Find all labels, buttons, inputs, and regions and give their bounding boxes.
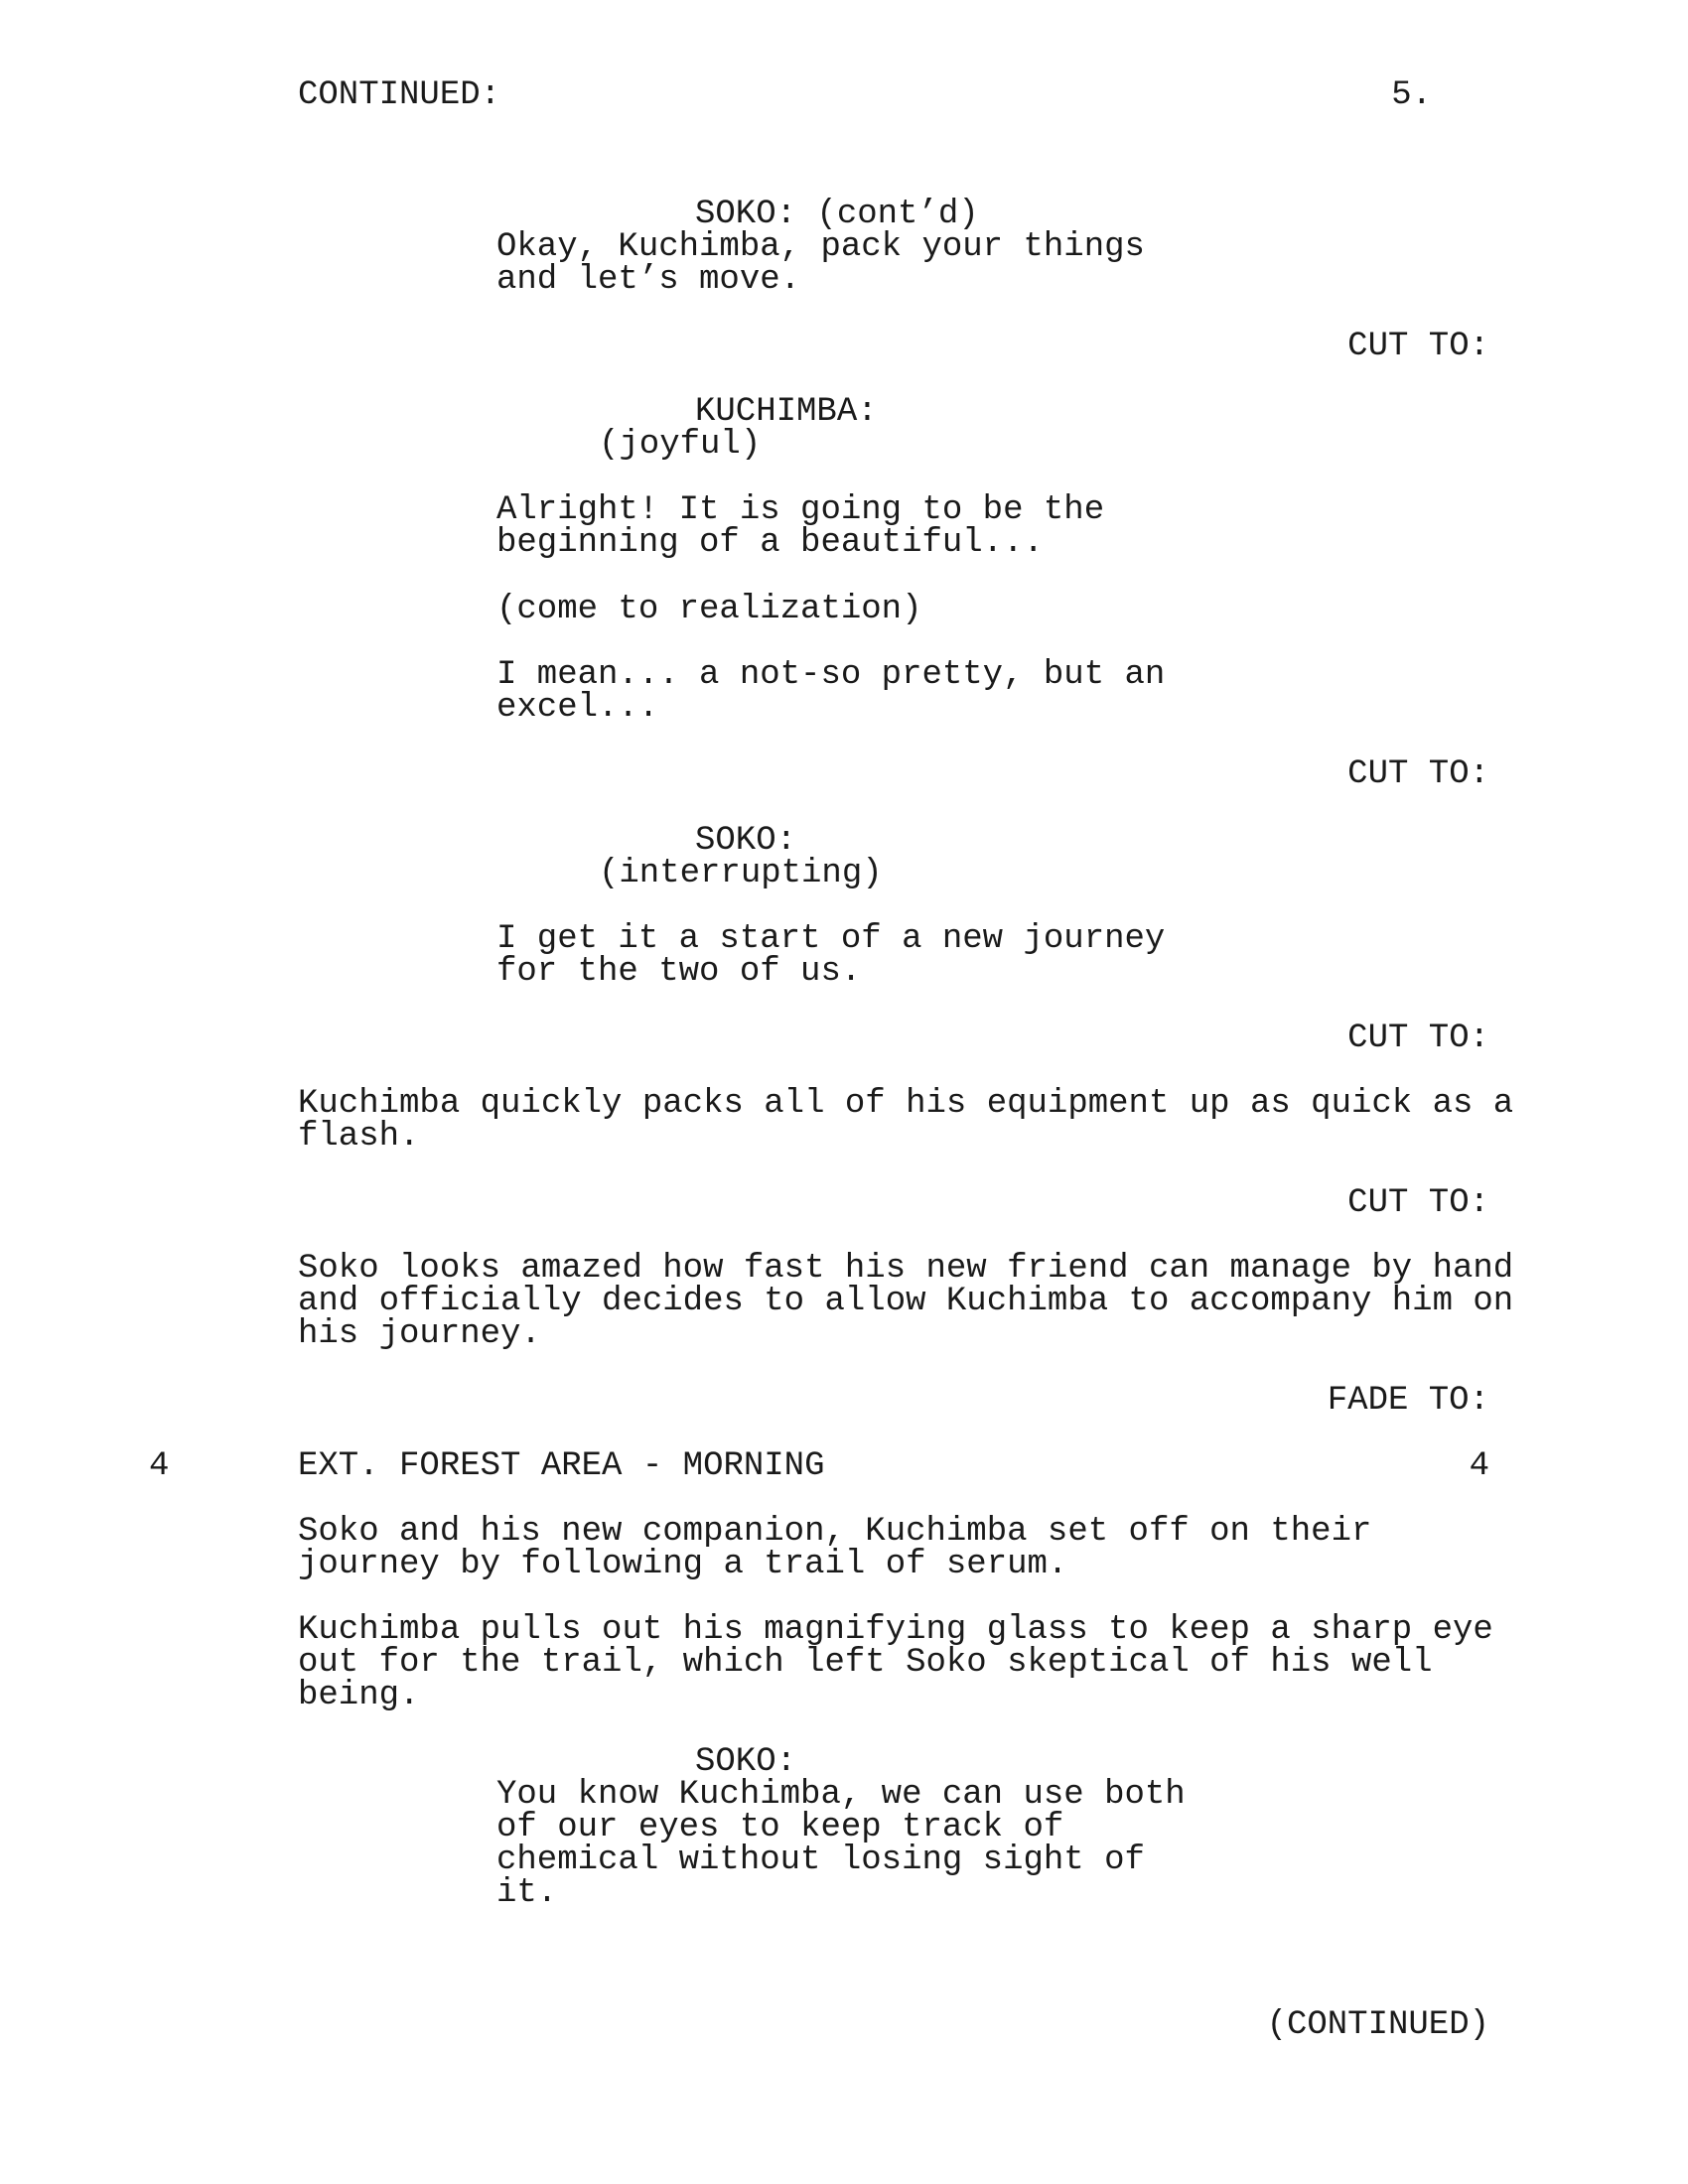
action-text: Soko looks amazed how fast his new friend can manage by hand and officially decides to allow Kuchimba to accompany him on his journey. [298,1250,1514,1353]
page-number: 5. [1391,76,1432,114]
dialogue: I get it a start of a new journey for the two of us. [496,920,1166,991]
transition: CUT TO: [1347,328,1489,365]
action-text: Soko and his new companion, Kuchimba set off on their journey by following a trail of serum. [298,1513,1372,1583]
transition: CUT TO: [1347,755,1489,793]
scene-number-left: 4 [149,1447,170,1485]
character-cue: SOKO: [695,822,797,860]
character-cue: SOKO: [695,1743,797,1781]
dialogue: You know Kuchimba, we can use both of our eyes to keep track of chemical without losing sight of it. [496,1776,1186,1912]
action-text: Kuchimba quickly packs all of his equipment up as quick as a flash. [298,1085,1514,1156]
action-text: Kuchimba pulls out his magnifying glass to keep a sharp eye out for the trail, which left Soko skeptical of his well being. [298,1611,1493,1714]
parenthetical: (interrupting) [599,855,883,892]
scene-heading: EXT. FOREST AREA - MORNING [298,1447,825,1485]
parenthetical: (joyful) [599,426,762,464]
dialogue: (come to realization) [496,591,922,628]
footer-continued: (CONTINUED) [1266,2006,1489,2044]
scene-number-right: 4 [1469,1447,1489,1485]
transition: FADE TO: [1327,1382,1489,1420]
character-cue: SOKO: (cont’d) [695,196,979,233]
dialogue: Alright! It is going to be the beginning of a beautiful... [496,491,1105,562]
character-cue: KUCHIMBA: [695,393,878,431]
dialogue: I mean... a not-so pretty, but an excel... [496,656,1166,727]
header-continued: CONTINUED: [298,76,501,114]
dialogue: Okay, Kuchimba, pack your things and let’s move. [496,228,1145,299]
transition: CUT TO: [1347,1020,1489,1057]
transition: CUT TO: [1347,1184,1489,1222]
